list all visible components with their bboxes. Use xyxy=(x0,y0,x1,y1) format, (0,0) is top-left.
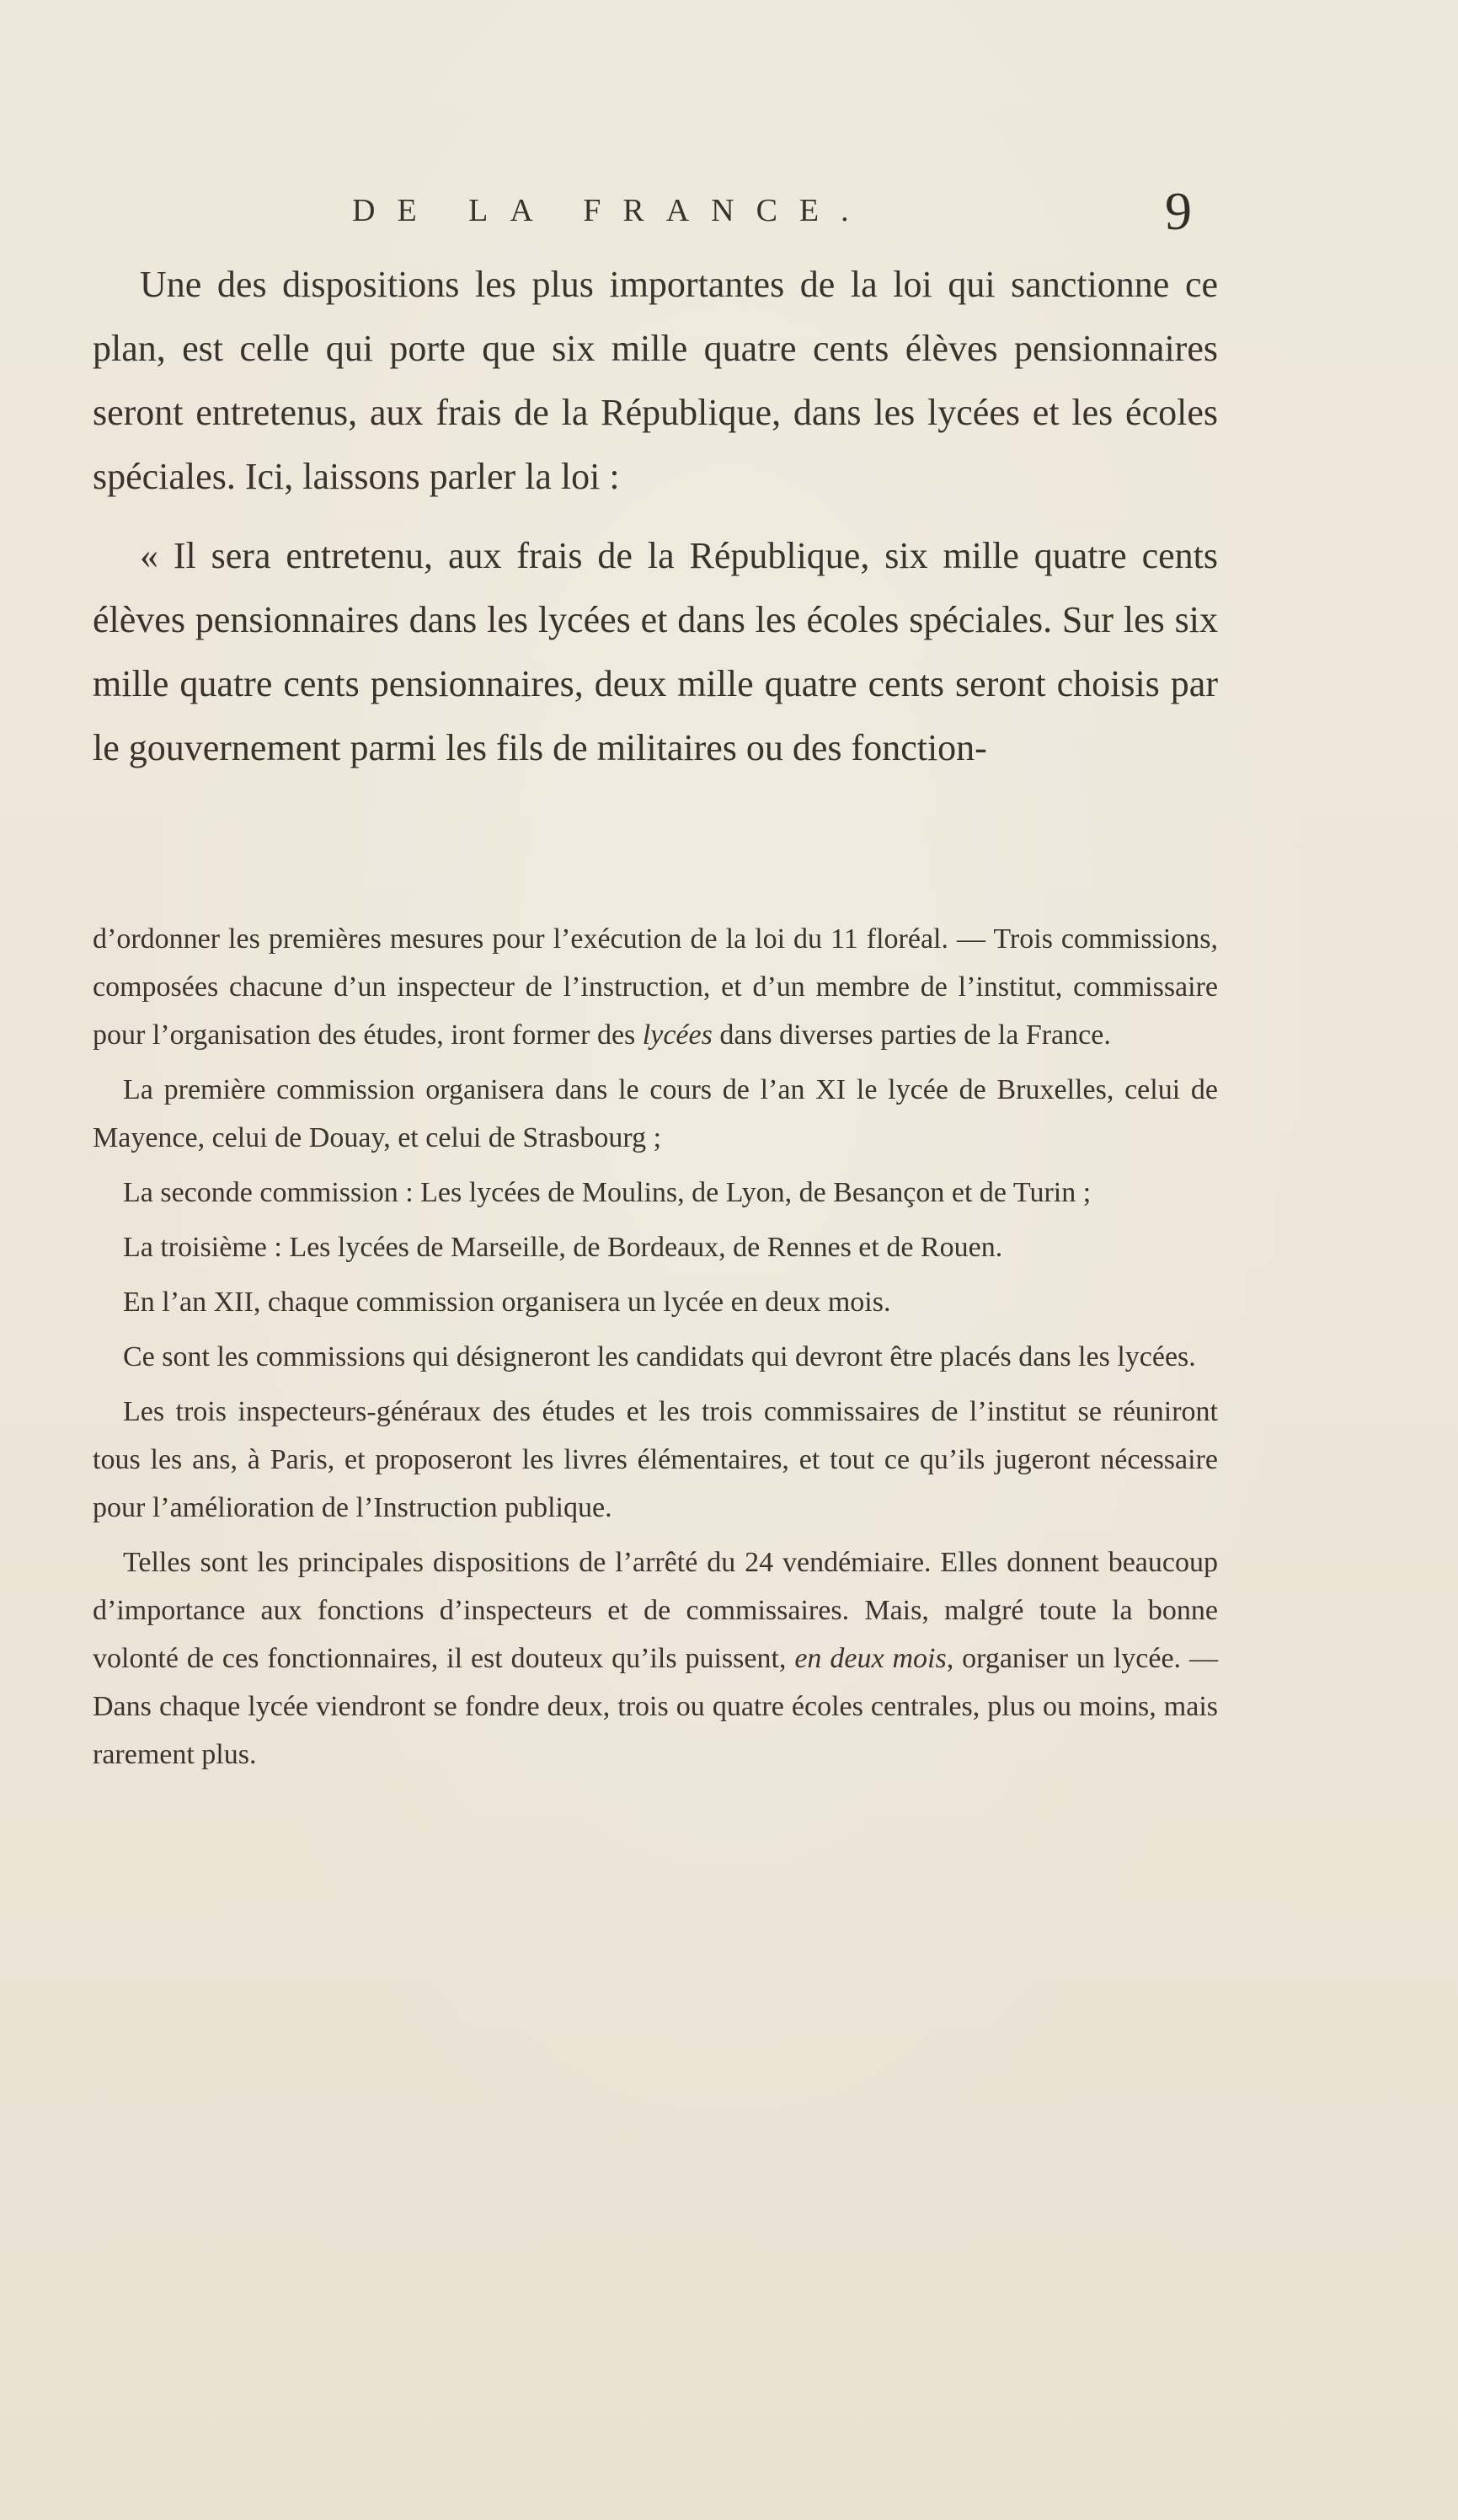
note-paragraph-8-italic: en deux mois xyxy=(794,1643,947,1674)
note-paragraph-6: Ce sont les commissions qui désigneront les candidats qui devront être placés dans les lycées. xyxy=(123,1341,1196,1372)
running-title: DE LA FRANCE. xyxy=(352,193,871,228)
note-paragraph-8 xyxy=(93,1538,1218,1779)
note-paragraph-1-italic: lycées xyxy=(642,1019,713,1051)
note-paragraph-1-text-end: dans diverses parties de la France. xyxy=(712,1019,1111,1051)
note-paragraph-8-text-end: , organiser un lycée. — Dans chaque lycée viendront se fondre deux, trois ou quatre écoles centrales, plus ou moins, mais rarement plus. xyxy=(93,1643,1218,1770)
note-paragraph-8-text-start: Telles sont les principales dispositions de l’arrêté du 24 vendémiaire. Elles donnent beaucoup d’importance aux fonctions d’inspecteurs et de commissaires. Mais, malgré toute la bonne volonté de ces fonctionnaires, il est douteux qu’ils puissent, xyxy=(93,1547,1218,1674)
note-paragraph-5: En l’an XII, chaque commission organisera un lycée en deux mois. xyxy=(123,1287,891,1318)
main-text xyxy=(93,253,1218,780)
main-paragraph-2: « Il sera entretenu, aux frais de la République, six mille quatre cents élèves pensionnaires dans les lycées et dans les écoles spéciales. Sur les six mille quatre cents pensionnaires, deux mille quatre cents seront choisis par le gouvernement parmi les fils de militaires ou des fonction- xyxy=(93,535,1218,768)
main-paragraph-1: Une des dispositions les plus importantes de la loi qui sanctionne ce plan, est celle qui porte que six mille quatre cents élèves pensionnaires seront entretenus, aux frais de la République, dans les lycées et les écoles spéciales. Ici, laissons parler la loi : xyxy=(93,264,1218,497)
note-paragraph-7: Les trois inspecteurs-généraux des études et les trois commissaires de l’institut se réuniront tous les ans, à Paris, et proposeront les livres élémentaires, et tout ce qu’ils jugeront nécessaire pour l’amélioration de l’Instruction publique. xyxy=(93,1396,1218,1523)
note-paragraph-1-text-start: d’ordonner les premières mesures pour l’exécution de la loi du 11 floréal. — Trois commissions, composées chacune d’un inspecteur de l’instruction, et d’un membre de l’institut, commissaire pour l’organisation des études, iront former des xyxy=(93,923,1218,1051)
note-paragraph-4: La troisième : Les lycées de Marseille, de Bordeaux, de Rennes et de Rouen. xyxy=(123,1232,1003,1263)
page-number: 9 xyxy=(1165,181,1192,241)
note-paragraph-2: La première commission organisera dans le cours de l’an XI le lycée de Bruxelles, celui de Mayence, celui de Douay, et celui de Strasbourg ; xyxy=(93,1074,1218,1153)
footnote-block xyxy=(93,915,1218,1785)
note-paragraph-1 xyxy=(93,915,1218,1059)
note-paragraph-3: La seconde commission : Les lycées de Moulins, de Lyon, de Besançon et de Turin ; xyxy=(123,1177,1092,1208)
